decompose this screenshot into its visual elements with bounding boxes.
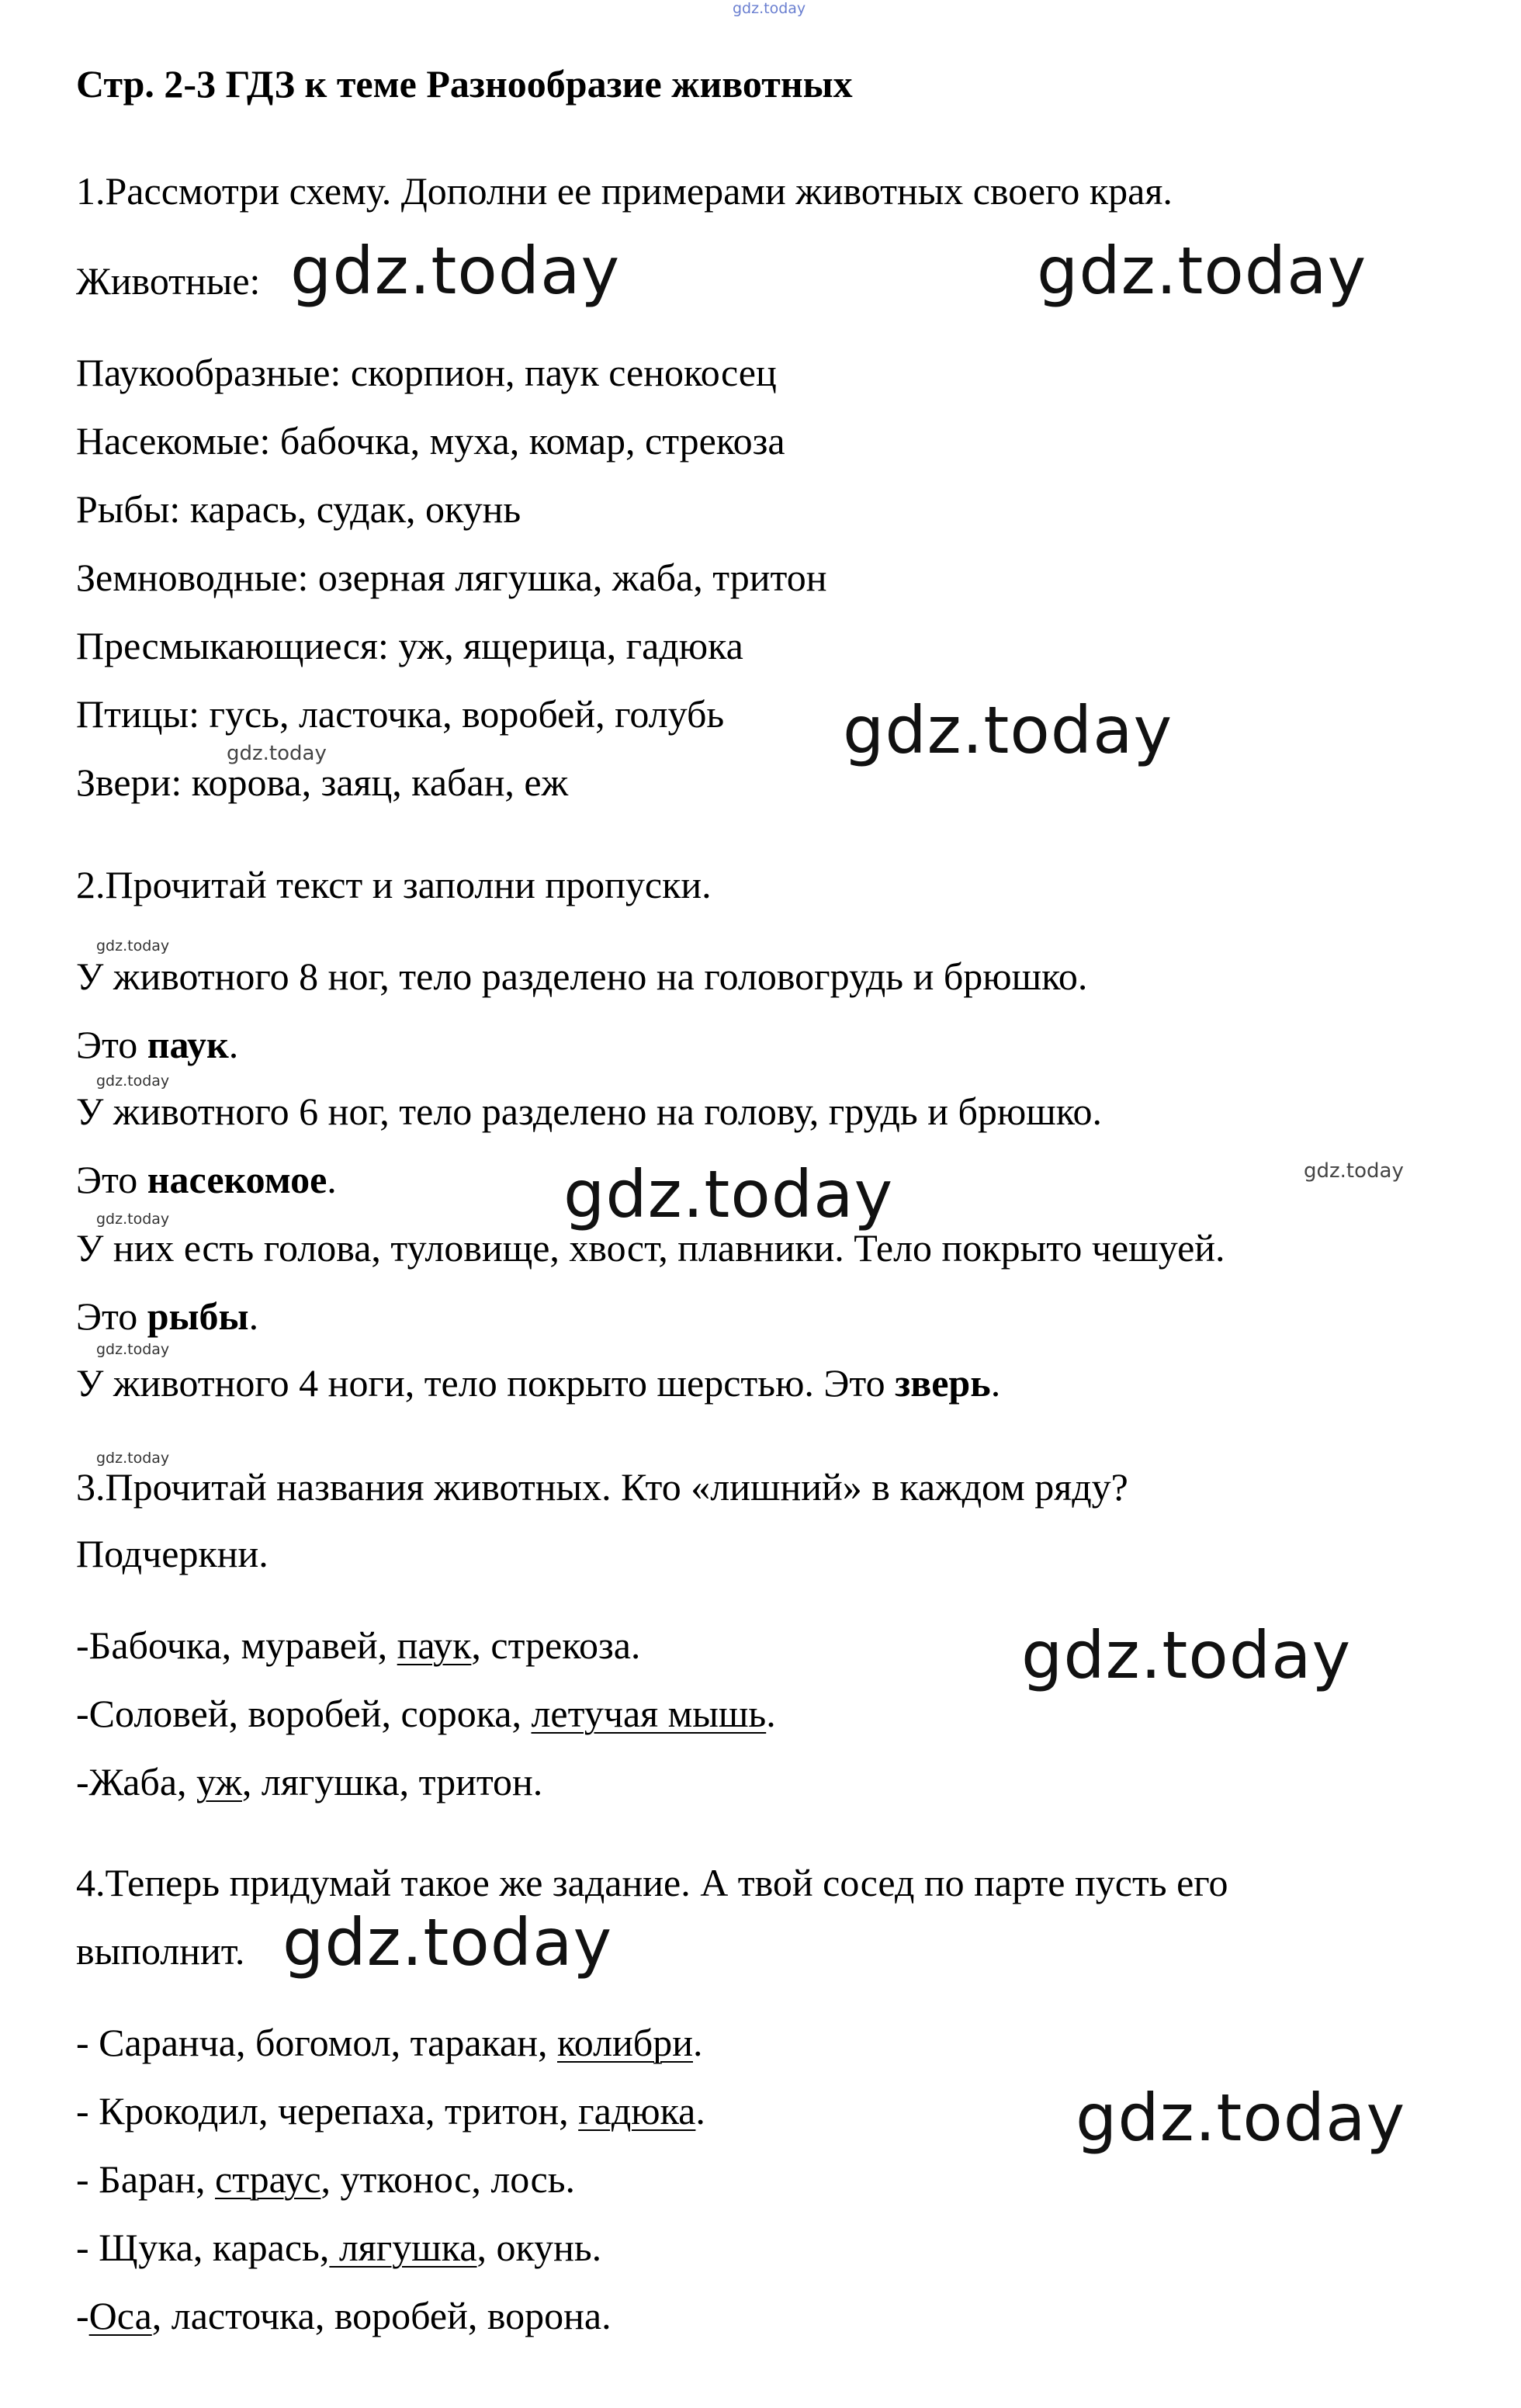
- task1-row-mammals: Звери: корова, заяц, кабан, еж: [76, 761, 569, 804]
- watermark: gdz.today: [843, 692, 1173, 768]
- watermark: gdz.today: [1037, 233, 1367, 309]
- underlined-answer: лягушка: [329, 2226, 477, 2269]
- watermark: gdz.today: [96, 1450, 170, 1467]
- underlined-answer: колибри: [557, 2021, 693, 2064]
- underlined-answer: гадюка: [578, 2089, 696, 2133]
- answer-word: рыбы: [147, 1294, 249, 1338]
- underlined-answer: летучая мышь: [531, 1692, 767, 1735]
- task2-answer-2: Это насекомое.: [76, 1158, 337, 1201]
- underlined-answer: уж: [196, 1760, 242, 1803]
- underlined-answer: Оса: [88, 2294, 152, 2337]
- task4-row-3: - Баран, страус, утконос, лось.: [76, 2157, 576, 2201]
- task1-row-arachnids: Паукообразные: скорпион, паук сенокосец: [76, 351, 777, 394]
- task3-prompt-line2: Подчеркни.: [76, 1532, 269, 1575]
- watermark: gdz.today: [96, 1341, 170, 1358]
- task3-row-2: -Соловей, воробей, сорока, летучая мышь.: [76, 1692, 776, 1735]
- task2-answer-3: Это рыбы.: [76, 1294, 259, 1338]
- task3-row-1: -Бабочка, муравей, паук, стрекоза.: [76, 1623, 641, 1667]
- answer-word: насекомое: [147, 1158, 327, 1201]
- task4-prompt-line2: выполнит.: [76, 1929, 245, 1973]
- task4-row-4: - Щука, карась, лягушка, окунь.: [76, 2226, 602, 2269]
- watermark: gdz.today: [96, 1072, 170, 1090]
- underlined-answer: страус: [215, 2157, 321, 2201]
- task4-row-5: -Оса, ласточка, воробей, ворона.: [76, 2294, 612, 2337]
- underlined-answer: паук: [397, 1623, 472, 1667]
- watermark: gdz.today: [96, 937, 170, 955]
- task2-sentence-3: У них есть голова, туловище, хвост, плавники. Тело покрыто чешуей.: [76, 1226, 1225, 1270]
- task2-prompt: 2.Прочитай текст и заполни пропуски.: [76, 863, 712, 906]
- task3-prompt-line1: 3.Прочитай названия животных. Кто «лишний» в каждом ряду?: [76, 1465, 1128, 1509]
- watermark: gdz.today: [282, 1904, 613, 1980]
- task1-row-birds: Птицы: гусь, ласточка, воробей, голубь: [76, 692, 725, 736]
- watermark: gdz.today: [290, 233, 621, 309]
- task2-sentence-1: У животного 8 ног, тело разделено на головогрудь и брюшко.: [76, 955, 1088, 998]
- task4-row-2: - Крокодил, черепаха, тритон, гадюка.: [76, 2089, 705, 2133]
- task2-sentence-2: У животного 6 ног, тело разделено на голову, грудь и брюшко.: [76, 1090, 1103, 1133]
- watermark: gdz.today: [96, 1211, 170, 1228]
- answer-word: паук: [147, 1023, 229, 1066]
- task3-row-3: -Жаба, уж, лягушка, тритон.: [76, 1760, 543, 1803]
- page-title: Стр. 2-3 ГДЗ к теме Разнообразие животных: [76, 62, 853, 106]
- watermark-top: gdz.today: [733, 0, 806, 17]
- watermark: gdz.today: [1304, 1159, 1404, 1183]
- watermark: gdz.today: [1021, 1617, 1352, 1693]
- task2-sentence-4: У животного 4 ноги, тело покрыто шерстью. Это зверь.: [76, 1361, 1001, 1405]
- task1-row-amphibians: Земноводные: озерная лягушка, жаба, тритон: [76, 556, 827, 599]
- task1-prompt: 1.Рассмотри схему. Дополни ее примерами животных своего края.: [76, 169, 1173, 213]
- answer-word: зверь: [895, 1361, 991, 1405]
- task1-animals-label: Животные:: [76, 259, 261, 303]
- task4-prompt-line1: 4.Теперь придумай такое же задание. А твой сосед по парте пусть его: [76, 1861, 1228, 1904]
- task2-answer-1: Это паук.: [76, 1023, 239, 1066]
- task4-row-1: - Саранча, богомол, таракан, колибри.: [76, 2021, 703, 2064]
- watermark: gdz.today: [1076, 2080, 1406, 2156]
- watermark: gdz.today: [227, 742, 327, 765]
- watermark: gdz.today: [563, 1156, 894, 1232]
- task1-row-fish: Рыбы: карась, судак, окунь: [76, 487, 521, 531]
- task1-row-insects: Насекомые: бабочка, муха, комар, стрекоза: [76, 419, 785, 463]
- task1-row-reptiles: Пресмыкающиеся: уж, ящерица, гадюка: [76, 624, 743, 667]
